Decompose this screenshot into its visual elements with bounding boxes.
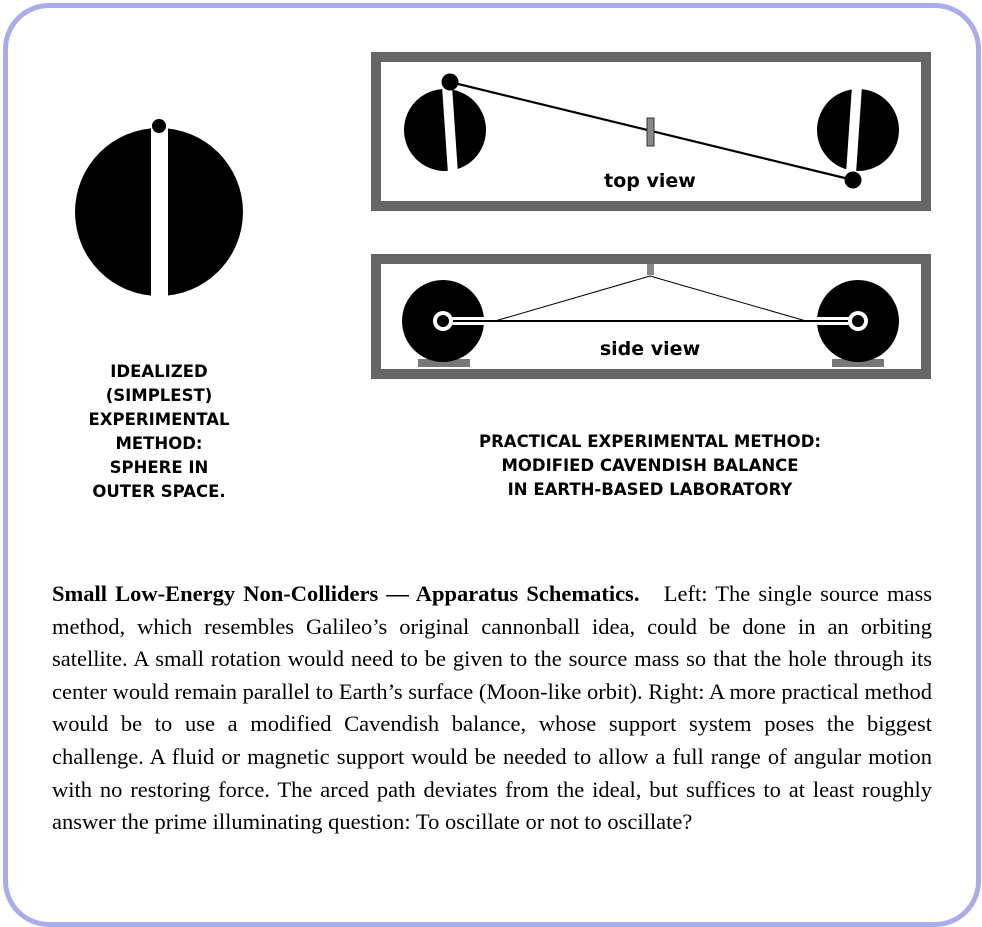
top-view-chamber bbox=[376, 57, 926, 206]
fiber-mount bbox=[647, 264, 654, 275]
top-left-sphere bbox=[404, 86, 486, 174]
idealized-method-caption: IDEALIZED (SIMPLEST) EXPERIMENTAL METHOD: SPHERE IN OUTER SPACE. bbox=[88, 362, 230, 501]
top-right-sphere bbox=[817, 86, 899, 174]
test-mass-left bbox=[442, 74, 459, 91]
figure-title: Small Low-Energy Non-Colliders — Apparatus Schematics. bbox=[52, 581, 640, 606]
pivot bbox=[647, 118, 654, 146]
side-view-label: side view bbox=[599, 338, 701, 360]
figure-description: Left: The single source mass method, which resembles Galileo’s original cannonball idea, could be done in an orbiting satellite. A small rotation would need to be given to the source mass so that the hole through its center would remain parallel to Earth’s surface (Moon-like orbit). Right: A more practical method would be to use a modified Cavendish balance, whose support system poses the biggest challenge. A fluid or magnetic support would be needed to allow a full range of angular motion with no restoring force. The arced path deviates from the ideal, but suffices to at least roughly answer the prime illuminating question: To oscillate or not to oscillate? bbox=[52, 581, 933, 835]
suspension-wire-left bbox=[495, 276, 650, 321]
practical-method-caption: PRACTICAL EXPERIMENTAL METHOD: MODIFIED CAVENDISH BALANCE IN EARTH-BASED LABORATORY bbox=[479, 432, 821, 499]
idealized-sphere bbox=[75, 119, 243, 304]
test-particle bbox=[152, 119, 166, 133]
suspension-wire-right bbox=[650, 276, 806, 321]
figure-caption bbox=[52, 578, 932, 839]
top-view-label: top view bbox=[604, 170, 696, 192]
test-mass-right bbox=[845, 172, 862, 189]
side-view-chamber bbox=[376, 259, 926, 374]
